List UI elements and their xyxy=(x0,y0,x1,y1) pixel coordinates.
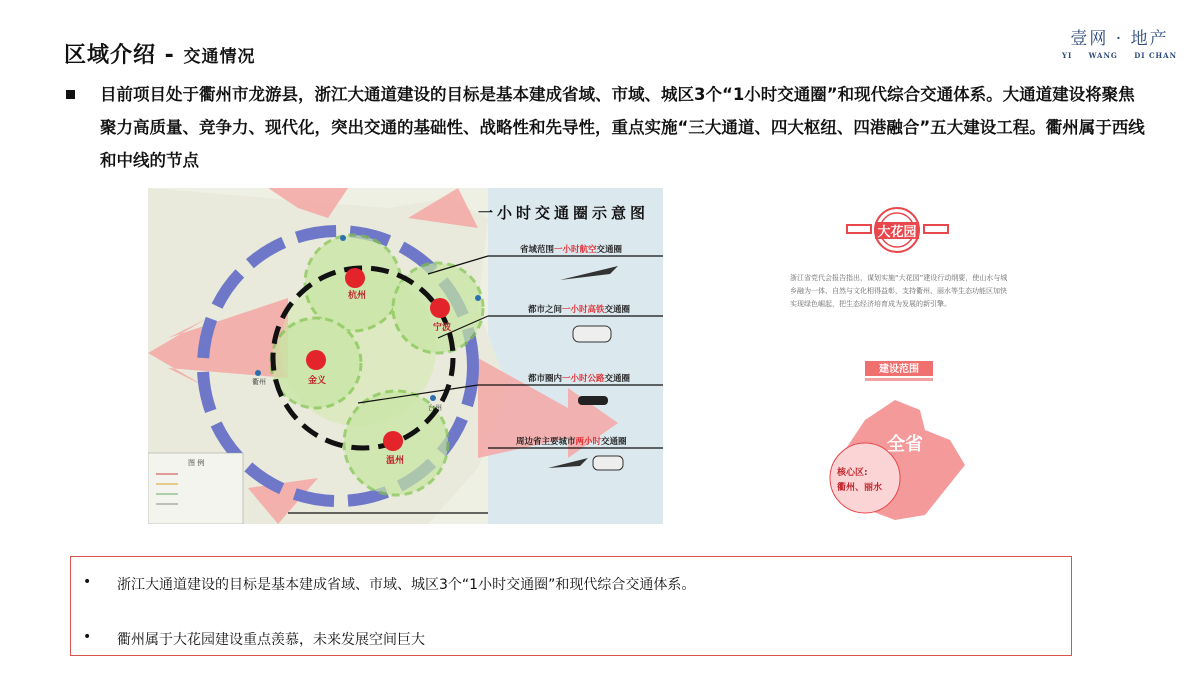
transport-map xyxy=(148,188,663,524)
car-icon xyxy=(578,396,608,405)
bullet-icon: • xyxy=(83,574,92,590)
square-bullet-icon xyxy=(66,90,75,99)
map-graphic xyxy=(148,188,663,524)
title-separator: - xyxy=(156,43,184,68)
map-label-air: 省域范围一小时航空交通圈 xyxy=(520,245,623,255)
core-cities: 衢州、丽水 xyxy=(837,483,883,493)
province-label: 全省 xyxy=(887,434,923,455)
plane-train-icon xyxy=(548,456,623,470)
intro-bullet xyxy=(66,78,1146,177)
city-taizhou: 台州 xyxy=(428,404,442,412)
city-ningbo: 宁波 xyxy=(433,323,452,333)
map-title: 一小时交通圈示意图 xyxy=(478,204,650,222)
garden-description: 浙江省党代会报告指出，谋划实施“大花园”建设行动纲要，使山水与城乡融为一体、自然与文化相得益彰，支持衢州、丽水等生态功能区加快实现绿色崛起，把生态经济培育成为发展的新引擎。 xyxy=(790,274,1008,308)
map-label-rail: 都市之间一小时高铁交通圈 xyxy=(528,305,631,315)
logo-en-3: DI CHAN xyxy=(1134,51,1177,60)
train-icon xyxy=(573,326,611,342)
title-subtitle: 交通情况 xyxy=(183,47,256,67)
city-wenzhou: 温州 xyxy=(386,456,405,466)
page-title xyxy=(64,38,255,69)
bullet-icon: • xyxy=(83,629,92,645)
summary-item xyxy=(83,629,425,649)
legend-title: 图 例 xyxy=(188,459,205,467)
city-jinyi: 金义 xyxy=(308,376,327,386)
airplane-icon xyxy=(560,266,618,280)
title-main: 区域介绍 xyxy=(64,43,157,68)
summary-item xyxy=(83,574,695,594)
city-quzhou: 衢州 xyxy=(252,378,266,386)
logo-en xyxy=(1062,51,1177,60)
summary-text: 浙江大通道建设的目标是基本建成省域、市域、城区3个“1小时交通圈”和现代综合交通体系。 xyxy=(117,577,696,593)
province-map xyxy=(825,390,975,520)
core-label: 核心区: xyxy=(837,468,868,478)
logo-cn: 壹网 · 地产 xyxy=(1070,29,1169,49)
intro-text: 目前项目处于衢州市龙游县，浙江大通道建设的目标是基本建成省域、市域、城区3个“1小时交通圈”和现代综合交通体系。大通道建设将聚焦聚力高质量、竞争力、现代化，突出交通的基础性、战略性和先导性，重点实施“三大通道、四大枢纽、四港融合”五大建设工程。衢州属于西线和中线的节点 xyxy=(100,85,1145,170)
stamp-text: 大花园 xyxy=(877,225,917,240)
summary-text: 衢州属于大花园建设重点羡慕，未来发展空间巨大 xyxy=(117,632,425,648)
city-hangzhou: 杭州 xyxy=(348,291,367,301)
logo-en-2: WANG xyxy=(1088,51,1118,60)
scope-tag: 建设范围 xyxy=(865,361,933,378)
logo xyxy=(1062,24,1177,60)
garden-stamp xyxy=(845,205,950,255)
map-label-road: 都市圈内一小时公路交通圈 xyxy=(528,374,631,384)
map-label-two-hour: 周边省主要城市两小时交通圈 xyxy=(516,437,627,447)
summary-box xyxy=(70,556,1072,656)
logo-en-1: YI xyxy=(1062,51,1073,60)
